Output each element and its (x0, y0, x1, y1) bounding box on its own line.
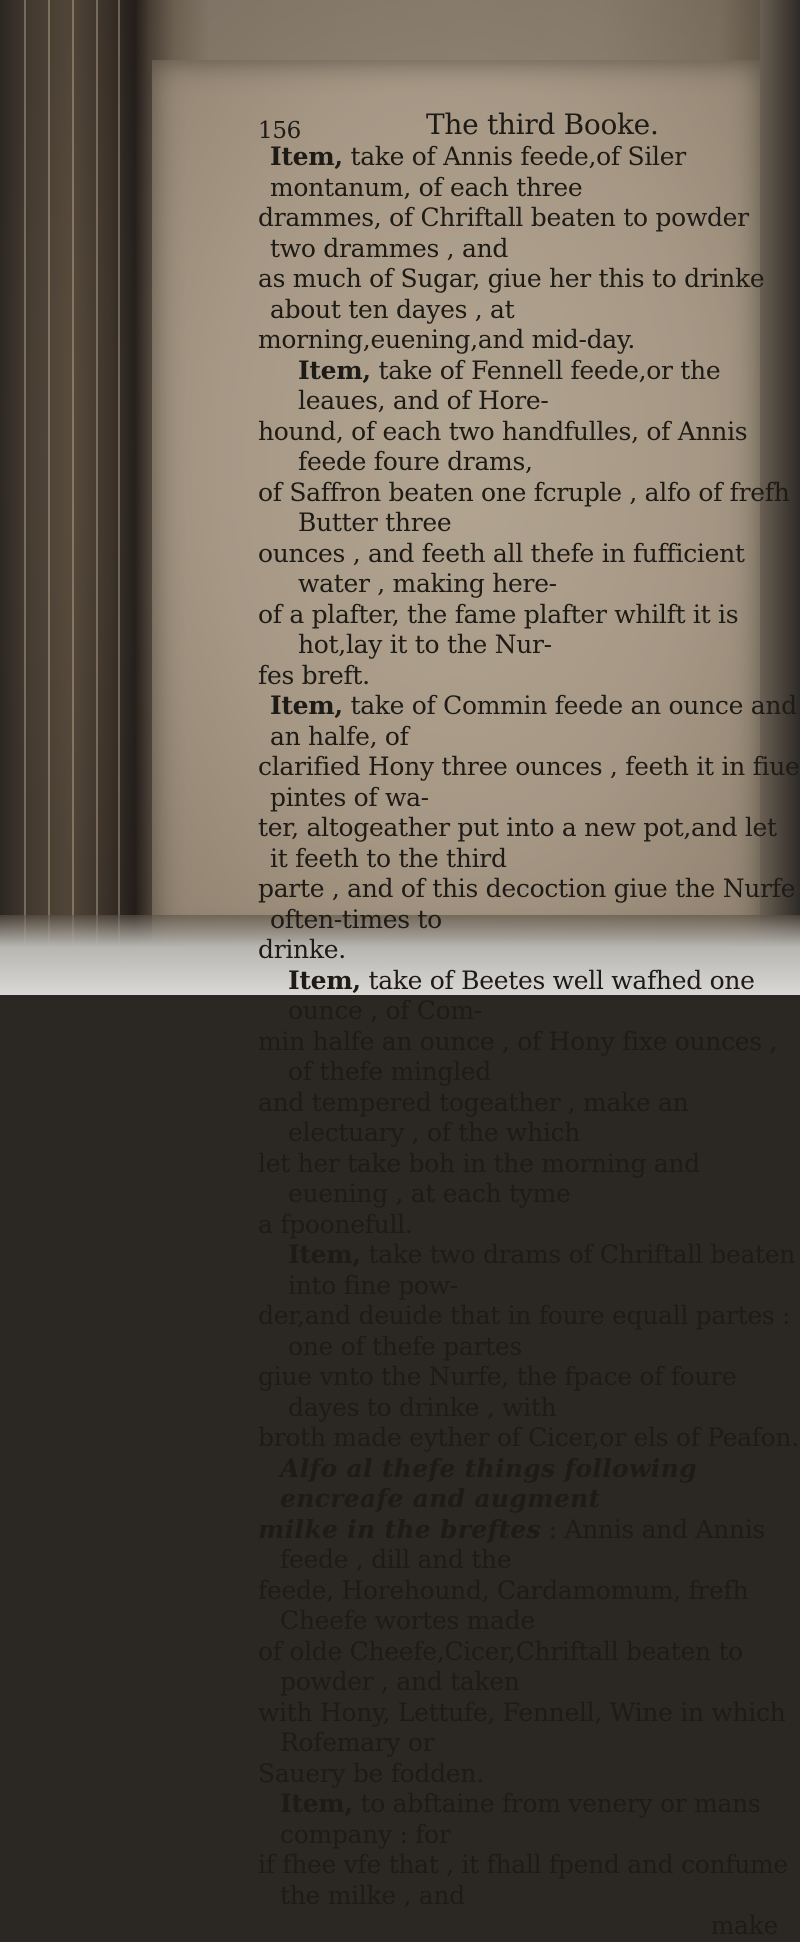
text-line: to abftaine from venery or mans company : for (280, 1789, 761, 1849)
page-edge (72, 0, 74, 994)
page-edge (48, 0, 50, 994)
text-line: min halfe an ounce , of Hony fixe ounces , of thefe mingled (258, 1026, 778, 1086)
text-line: with Hony, Lettufe, Fennell, Wine in which Rofemary or (258, 1697, 786, 1757)
text-line: fes breft. (258, 660, 370, 690)
item-lead: Item, (288, 1240, 361, 1269)
item-lead: Item, (288, 965, 361, 995)
page-edge (96, 0, 98, 994)
paragraph (258, 1454, 800, 1790)
running-head (258, 110, 800, 142)
text-line: take of Commin feede an ounce and an halfe, of (270, 691, 797, 751)
text-line: broth made eyther of Cicer,or els of Peafon. (258, 1423, 799, 1452)
blackletter-lead: Alfo al thefe things following encreafe and augment (280, 1453, 697, 1513)
text-line: take of Beetes well wafhed one ounce , of Com- (288, 965, 755, 1025)
paragraph (258, 356, 800, 692)
text-line: parte , and of this decoction giue the Nurfe often-times to (258, 874, 796, 934)
item-lead: Item, (280, 1789, 353, 1818)
text-line: feede, Horehound, Cardamomum, frefh Cheefe wortes made (258, 1575, 749, 1635)
text-line: and tempered togeather , make an electuary , of the which (258, 1087, 689, 1147)
item-lead: Item, (298, 355, 371, 385)
page-number: 156 (258, 118, 301, 144)
text-line: drinke. (258, 935, 346, 964)
running-title: The third Booke. (426, 108, 659, 141)
paragraph (258, 1789, 800, 1911)
text-line: Sauery be fodden. (258, 1758, 484, 1788)
text-line: giue vnto the Nurfe, the fpace of foure dayes to drinke , with (258, 1362, 737, 1422)
page-text (258, 110, 800, 1942)
text-line: ounces , and feeth all thefe in fufficient water , making here- (258, 538, 745, 598)
paragraph (258, 966, 800, 1241)
text-line: take of Annis feede,of Siler montanum, of each three (270, 142, 686, 202)
text-line: of olde Cheefe,Cicer,Chriftall beaten to powder , and taken (258, 1636, 743, 1696)
text-line: of a plafter, the fame plafter whilft it is hot,lay it to the Nur- (258, 599, 739, 659)
text-line: clarified Hony three ounces , feeth it in fiue pintes of wa- (258, 752, 800, 812)
text-line: ter, altogeather put into a new pot,and let it feeth to the third (258, 813, 777, 873)
text-line: as much of Sugar, giue her this to drinke about ten dayes , at (258, 264, 765, 324)
page-edge (24, 0, 26, 994)
text-line: of Saffron beaten one fcruple , alfo of frefh Butter three (258, 477, 790, 537)
text-line: take of Fennell feede,or the leaues, and of Hore- (298, 355, 721, 415)
item-lead: Item, (270, 691, 343, 720)
page-edge (118, 0, 120, 994)
text-line: hound, of each two handfulles, of Annis feede foure drams, (258, 416, 748, 476)
text-line: drammes, of Chriftall beaten to powder two drammes , and (258, 203, 749, 263)
text-line: der,and deuide that in foure equall partes : one of thefe partes (258, 1301, 791, 1361)
text-line: a fpoonefull. (258, 1209, 413, 1239)
paragraph (258, 142, 800, 356)
text-line: let her take boh in the morning and euening , at each tyme (258, 1148, 700, 1208)
text-line: if fhee vfe that , it fhall fpend and confume the milke , and (258, 1850, 788, 1910)
paragraph (258, 1240, 800, 1454)
text-line: take two drams of Chriftall beaten into fine pow- (288, 1240, 796, 1300)
blackletter-lead-continued: milke in the breftes (258, 1514, 541, 1544)
paragraph (258, 691, 800, 966)
text-line: morning,euening,and mid-day. (258, 325, 636, 354)
item-lead: Item, (270, 142, 343, 171)
text-line: : Annis and Annis feede , dill and the (280, 1514, 765, 1574)
catchword: make (710, 1911, 778, 1940)
